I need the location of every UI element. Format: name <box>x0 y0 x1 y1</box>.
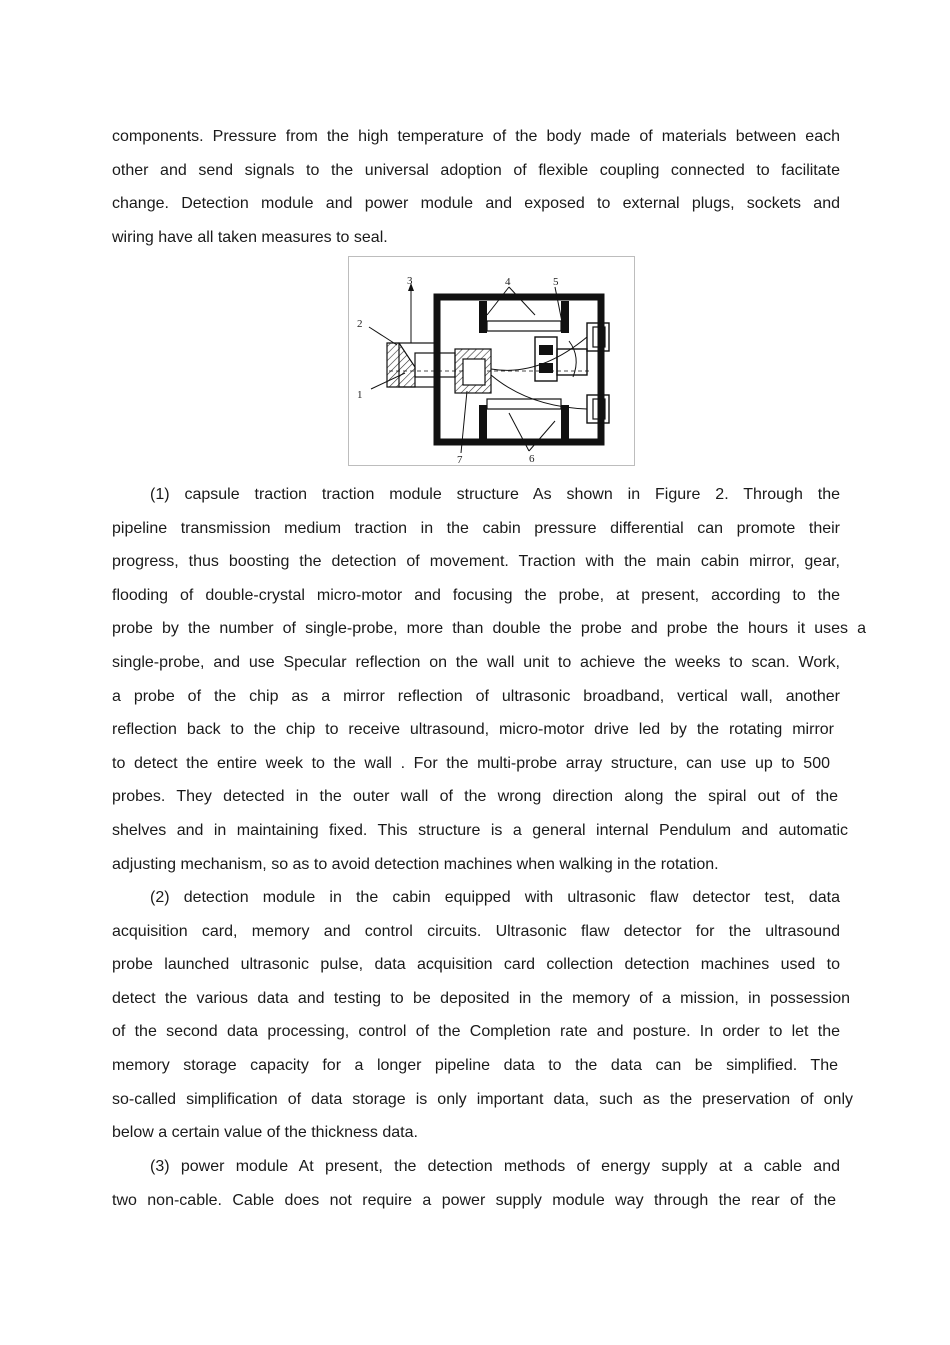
figure-label-4: 4 <box>505 276 511 288</box>
bulkhead-bottom-right <box>561 405 569 439</box>
paragraph-traction-module <box>112 478 872 881</box>
text-line: (2) detection module in the cabin equipped with ultrasonic flaw detector test, data <box>150 889 840 906</box>
text-line: pipeline transmission medium traction in the cabin pressure differential can promote their <box>112 519 840 537</box>
text-line: progress, thus boosting the detection of movement. Traction with the main cabin mirror, gear, <box>112 553 840 571</box>
text-line: components. Pressure from the high temperature of the body made of materials between each <box>112 128 840 145</box>
text-line: memory storage capacity for a longer pipeline data to the data can be simplified. The <box>112 1056 838 1074</box>
text-line: single-probe, and use Specular reflection on the wall unit to achieve the weeks to scan. Work, <box>112 653 840 671</box>
figure-capsule-diagram <box>348 256 635 466</box>
text-line: probe by the number of single-probe, more than double the probe and probe the hours it uses a <box>112 620 866 638</box>
hatched-nozzle <box>387 343 415 387</box>
leader-2 <box>369 327 397 345</box>
text-line: detect the various data and testing to be deposited in the memory of a mission, in possession <box>112 989 850 1007</box>
text-line: shelves and in maintaining fixed. This structure is a general internal Pendulum and automatic <box>112 821 848 839</box>
text-line: below a certain value of the thickness data. <box>112 1124 418 1142</box>
leader-4b <box>509 287 535 315</box>
leader-4 <box>487 287 509 315</box>
text-line: change. Detection module and power module and exposed to external plugs, sockets and <box>112 195 840 213</box>
figure-label-2: 2 <box>357 318 363 330</box>
bulkhead-top-left <box>479 301 487 333</box>
rail-top <box>487 321 561 331</box>
text-line: of the second data processing, control of the Completion rate and posture. In order to let the <box>112 1023 840 1041</box>
bulkhead-top-right <box>561 301 569 333</box>
text-line: acquisition card, memory and control circuits. Ultrasonic flaw detector for the ultrasound <box>112 922 840 940</box>
figure-label-1: 1 <box>357 389 363 401</box>
text-line: (3) power module At present, the detection methods of energy supply at a cable and <box>150 1158 840 1175</box>
text-line: probe launched ultrasonic pulse, data acquisition card collection detection machines used to <box>112 956 840 974</box>
text-line: to detect the entire week to the wall . For the multi-probe array structure, can use up to 500 <box>112 754 830 772</box>
text-line: other and send signals to the universal adoption of flexible coupling connected to facilitate <box>112 161 840 179</box>
text-line: a probe of the chip as a mirror reflection of ultrasonic broadband, vertical wall, another <box>112 687 840 705</box>
text-line: (1) capsule traction traction module structure As shown in Figure 2. Through the <box>150 486 840 503</box>
text-line: adjusting mechanism, so as to avoid detection machines when walking in the rotation. <box>112 855 719 873</box>
wire <box>491 375 587 409</box>
text-line: two non-cable. Cable does not require a power supply module way through the rear of the <box>112 1191 836 1209</box>
gear <box>539 345 553 355</box>
text-line: probes. They detected in the outer wall of the wrong direction along the spiral out of the <box>112 788 838 806</box>
bearing <box>463 359 485 385</box>
figure-label-3: 3 <box>407 275 413 287</box>
figure-label-6: 6 <box>529 453 535 465</box>
figure-label-5: 5 <box>553 276 559 288</box>
text-line: wiring have all taken measures to seal. <box>112 228 388 246</box>
text-line: reflection back to the chip to receive ultrasound, micro-motor drive led by the rotating mirror <box>112 721 834 739</box>
leader-6b <box>529 421 555 451</box>
paragraph-intro <box>112 120 872 254</box>
paragraph-detection-module <box>112 881 872 1150</box>
figure-label-7: 7 <box>457 454 463 465</box>
text-line: flooding of double-crystal micro-motor and focusing the probe, at present, according to the <box>112 586 840 604</box>
text-line: so-called simplification of data storage is only important data, such as the preservation of only <box>112 1090 853 1108</box>
diagram-svg <box>349 257 634 465</box>
bulkhead-bottom-left <box>479 405 487 439</box>
paragraph-power-module <box>112 1150 872 1217</box>
